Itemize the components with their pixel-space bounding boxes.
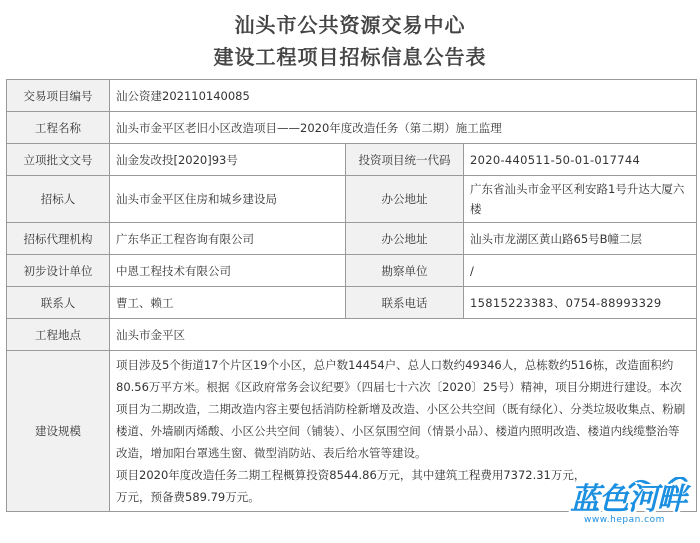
phone-label: 联系电话 (346, 287, 464, 319)
contact-label: 联系人 (7, 287, 110, 319)
approval-value: 汕金发改投[2020]93号 (110, 144, 346, 176)
scale-label: 建设规模 (7, 351, 110, 512)
scale-paragraph-1: 项目涉及5个街道17个片区19个小区，总户数14454户、总人口数约49346人，总栋数约516栋，改造面积约80.56万平方米。根据《区政府常务会议纪要》（四届七十六次〔2020〕25号）精神，项目分期进行建设。本次项目为二期改造，二期改造内容主要包括消防栓新增及改造、小区公共空间（既有绿化）、分类垃圾收集点、粉刷楼道、外墙刷丙烯酸、小区公共空间（铺装）、小区氛围空间（情景小品）、楼道内照明改造、楼道内线缆整治等改造，增加阳台罩逃生窗、微型消防站、表后给水管等建设。 (116, 358, 686, 460)
survey-unit-label: 勘察单位 (346, 255, 464, 287)
tenderer-address-value: 广东省汕头市金平区利安路1号升达大厦六楼 (464, 176, 697, 223)
row-design (7, 255, 697, 287)
agency-label: 招标代理机构 (7, 223, 110, 255)
trade-no-label: 交易项目编号 (7, 80, 110, 112)
row-project-name (7, 112, 697, 144)
contact-value: 曹工、赖工 (110, 287, 346, 319)
page-subtitle: 建设工程项目招标信息公告表 (213, 45, 487, 69)
survey-unit-value: / (464, 255, 697, 287)
location-label: 工程地点 (7, 319, 110, 351)
row-tenderer (7, 176, 697, 223)
project-name-value: 汕头市金平区老旧小区改造项目——2020年度改造任务（第二期）施工监理 (110, 112, 697, 144)
tenderer-value: 汕头市金平区住房和城乡建设局 (110, 176, 346, 223)
row-contact (7, 287, 697, 319)
site-watermark (570, 483, 690, 529)
project-code-label: 投资项目统一代码 (346, 144, 464, 176)
design-unit-label: 初步设计单位 (7, 255, 110, 287)
project-name-label: 工程名称 (7, 112, 110, 144)
scale-paragraph-3: 万元，预备费589.79万元。 (116, 490, 260, 504)
project-code-value: 2020-440511-50-01-017744 (464, 144, 697, 176)
tender-info-table (6, 79, 697, 512)
tenderer-address-label: 办公地址 (346, 176, 464, 223)
row-approval (7, 144, 697, 176)
agency-address-label: 办公地址 (346, 223, 464, 255)
location-value: 汕头市金平区 (110, 319, 697, 351)
trade-no-value: 汕公资建202110140085 (110, 80, 697, 112)
design-unit-value: 中恩工程技术有限公司 (110, 255, 346, 287)
agency-value: 广东华正工程咨询有限公司 (110, 223, 346, 255)
row-trade-no (7, 80, 697, 112)
row-location (7, 319, 697, 351)
scale-paragraph-2: 项目2020年度改造任务二期工程概算投资8544.86万元，其中建筑工程费用7372.31万元， (116, 468, 586, 482)
watermark-url: www.hepan.com (584, 515, 665, 525)
row-agency (7, 223, 697, 255)
approval-label: 立项批文文号 (7, 144, 110, 176)
watermark-logo-text: 蓝色河畔 (570, 482, 686, 517)
agency-address-value: 汕头市龙湖区黄山路65号B幢二层 (464, 223, 697, 255)
phone-value: 15815223383、0754-88993329 (464, 287, 697, 319)
tenderer-label: 招标人 (7, 176, 110, 223)
page-title: 汕头市公共资源交易中心 (234, 13, 466, 37)
